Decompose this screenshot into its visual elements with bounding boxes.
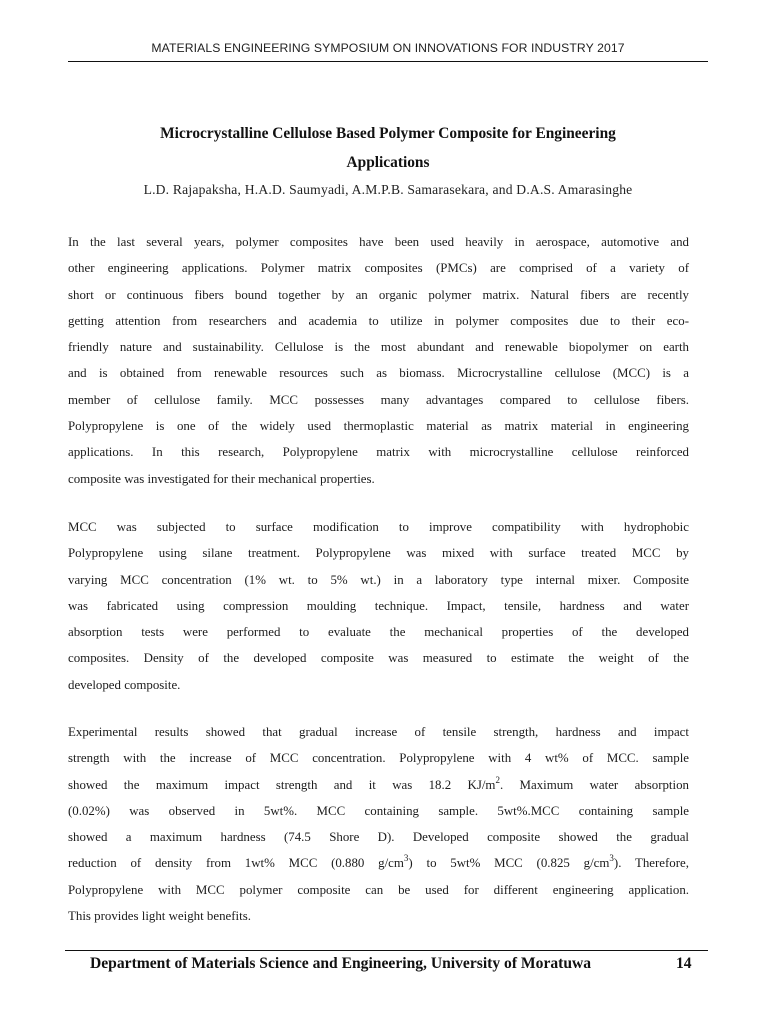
text-segment: ) to 5wt% MCC (0.825 g/cm bbox=[408, 856, 610, 871]
text-line: was fabricated using compression moulding technique. Impact, tensile, hardness and water bbox=[68, 598, 689, 613]
text-line: varying MCC concentration (1% wt. to 5% wt.) in a laboratory type internal mixer. Composite bbox=[68, 572, 689, 587]
paper-title bbox=[68, 119, 708, 177]
text-line: and is obtained from renewable resources such as biomass. Microcrystalline cellulose (MCC) is a bbox=[68, 366, 689, 381]
paragraph-results bbox=[68, 719, 689, 929]
superscript: 3 bbox=[403, 853, 409, 864]
text-line: In the last several years, polymer composites have been used heavily in aerospace, automotive and bbox=[68, 235, 689, 249]
paragraph-introduction bbox=[68, 229, 689, 492]
running-header: MATERIALS ENGINEERING SYMPOSIUM ON INNOVATIONS FOR INDUSTRY 2017 bbox=[151, 41, 625, 55]
text-line: This provides light weight benefits. bbox=[68, 909, 251, 924]
text-line: friendly nature and sustainability. Cellulose is the most abundant and renewable biopolymer on earth bbox=[68, 340, 689, 355]
text-line: composites. Density of the developed composite was measured to estimate the weight of the bbox=[68, 651, 689, 666]
text-line: Polypropylene is one of the widely used thermoplastic material as matrix material in engineering bbox=[68, 419, 689, 434]
text-line: Polypropylene using silane treatment. Polypropylene was mixed with surface treated MCC by bbox=[68, 546, 689, 561]
footer-divider bbox=[65, 950, 708, 951]
text-line: strength with the increase of MCC concentration. Polypropylene with 4 wt% of MCC. sample bbox=[68, 751, 689, 766]
paragraph-methods bbox=[68, 514, 689, 698]
text-line bbox=[68, 850, 689, 876]
text-line: Experimental results showed that gradual increase of tensile strength, hardness and impact bbox=[68, 725, 689, 739]
header-divider bbox=[68, 61, 708, 62]
text-line: (0.02%) was observed in 5wt%. MCC containing sample. 5wt%.MCC containing sample bbox=[68, 803, 689, 818]
text-line: developed composite. bbox=[68, 677, 181, 692]
page-number: 14 bbox=[676, 955, 692, 972]
text-segment: reduction of density from 1wt% MCC (0.880 g/cm bbox=[68, 856, 404, 871]
superscript: 3 bbox=[609, 853, 614, 864]
text-line: MCC was subjected to surface modification to improve compatibility with hydrophobic bbox=[68, 520, 689, 534]
text-line: showed a maximum hardness (74.5 Shore D). Developed composite showed the gradual bbox=[68, 830, 689, 845]
title-line-2: Applications bbox=[346, 154, 430, 171]
text-line bbox=[68, 772, 689, 798]
text-segment: showed the maximum impact strength and it was 18.2 KJ/m bbox=[68, 777, 496, 792]
author-list: L.D. Rajapaksha, H.A.D. Saumyadi, A.M.P.B. Samarasekara, and D.A.S. Amarasinghe bbox=[143, 182, 633, 197]
text-line: Polypropylene with MCC polymer composite can be used for different engineering application. bbox=[68, 882, 689, 897]
superscript: 2 bbox=[495, 774, 500, 785]
text-segment: ). Therefore, bbox=[613, 856, 689, 871]
text-line: applications. In this research, Polypropylene matrix with microcrystalline cellulose reinforced bbox=[68, 445, 689, 460]
footer-department: Department of Materials Science and Engineering, University of Moratuwa bbox=[90, 955, 592, 972]
text-segment: . Maximum water absorption bbox=[499, 777, 689, 792]
text-line: member of cellulose family. MCC possesses many advantages compared to cellulose fibers. bbox=[68, 392, 689, 407]
text-line: absorption tests were performed to evaluate the mechanical properties of the developed bbox=[68, 625, 689, 640]
text-line: composite was investigated for their mechanical properties. bbox=[68, 471, 375, 486]
text-line: short or continuous fibers bound together by an organic polymer matrix. Natural fibers are recently bbox=[68, 287, 689, 302]
text-line: other engineering applications. Polymer matrix composites (PMCs) are comprised of a variety of bbox=[68, 261, 689, 276]
text-line: getting attention from researchers and academia to utilize in polymer composites due to their eco- bbox=[68, 313, 689, 328]
title-line-1: Microcrystalline Cellulose Based Polymer Composite for Engineering bbox=[160, 125, 616, 142]
